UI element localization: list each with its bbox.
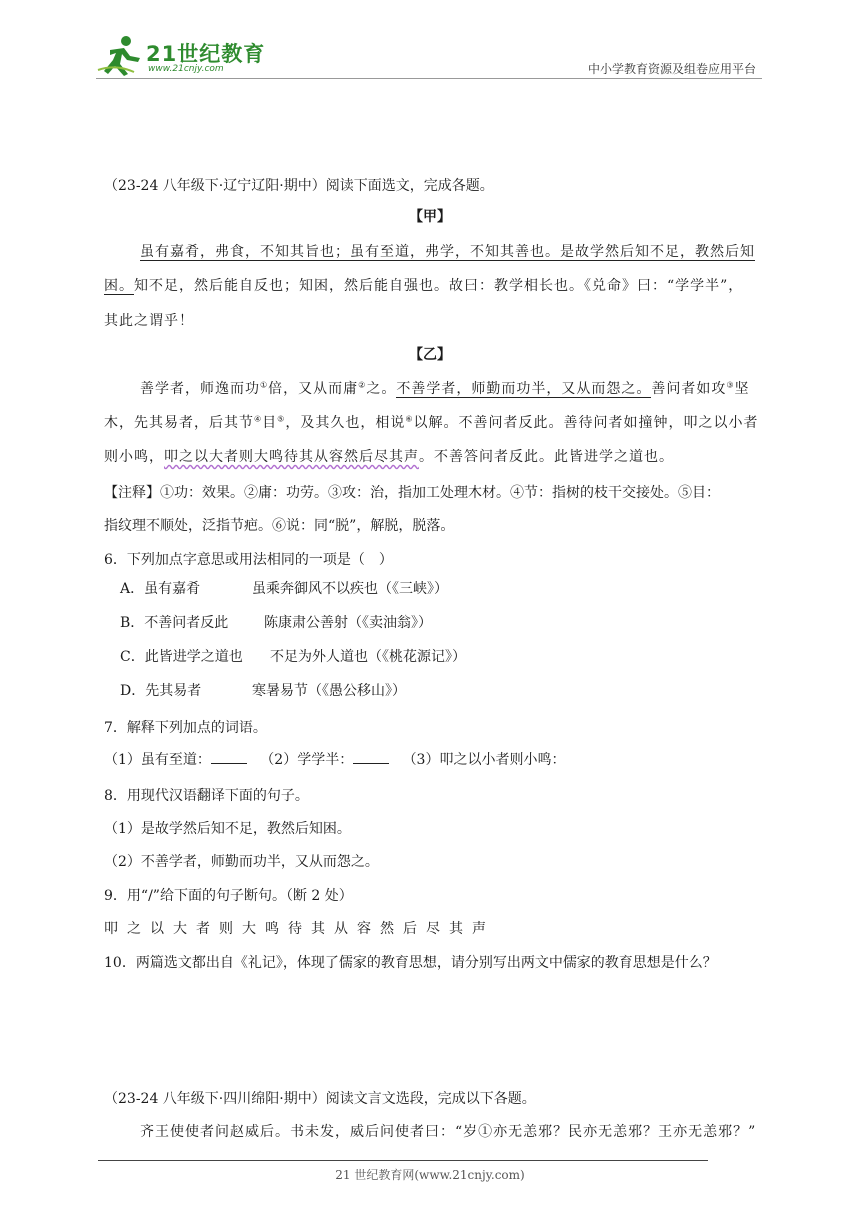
note-marker: ⑤ [277, 414, 286, 424]
yi-text: 之。 [366, 381, 397, 397]
q7-part-2: （2）学学半： [260, 752, 354, 768]
option-left: C．此皆进学之道也 [120, 649, 243, 665]
jia-underlined-1: 虽有嘉肴，弗食，不知其旨也；虽有至道，弗学，不知其善也。是故学然后知不足，教然后知 [140, 244, 755, 260]
jia-line-3: 其此之谓乎！ [104, 313, 194, 329]
yi-text: 。不善答问者反此。此皆进学之道也。 [419, 449, 674, 465]
yi-line-1 [140, 378, 750, 398]
logo-text: 21世纪教育 [146, 42, 266, 66]
answer-blank[interactable] [353, 751, 389, 764]
option-left: A．虽有嘉肴 [120, 581, 201, 597]
q7-stem: 7．解释下列加点的词语。 [104, 720, 267, 736]
q6-option-b-ref: 陈康肃公善射（《卖油翁》） [264, 615, 432, 631]
yi-text: 善学者，师逸而功 [140, 381, 260, 397]
section1-intro: （23-24 八年级下·辽宁辽阳·期中）阅读下面选文，完成各题。 [104, 178, 494, 194]
runner-logo-icon [96, 34, 144, 78]
yi-wavy-underlined: 叩之以大者则大鸣待其从容然后尽其声 [164, 449, 419, 465]
yi-underlined: 不善学者，师勤而功半，又从而怨之。 [396, 381, 652, 397]
platform-title: 中小学教育资源及组卷应用平台 [587, 62, 756, 76]
logo-url: www.21cnjy.com [148, 64, 224, 74]
yi-line-2 [104, 412, 759, 432]
yi-text: 以解。不善问者反此。善待问者如撞钟，叩之以小者 [413, 415, 759, 431]
yi-text: ，及其久也，相说 [285, 415, 406, 431]
note-marker: ⑥ [405, 414, 414, 424]
note-marker: ④ [254, 414, 263, 424]
logo[interactable] [96, 34, 266, 78]
jia-text-2: 知不足，然后能自反也；知困，然后能自强也。故曰：教学相长也。《兑命》曰：“学学半”， [134, 278, 744, 294]
note-marker: ① [260, 380, 269, 390]
section2-intro: （23-24 八年级下·四川绵阳·期中）阅读文言文选段，完成以下各题。 [104, 1091, 536, 1107]
jia-title: 【甲】 [409, 209, 451, 225]
q9-stem: 9．用“/”给下面的句子断句。（断 2 处） [104, 888, 353, 904]
yi-title: 【乙】 [409, 347, 451, 363]
q10-stem: 10．两篇选文都出自《礼记》，体现了儒家的教育思想，请分别写出两文中儒家的教育思想是什么？ [104, 955, 717, 971]
q6-option-a-ref: 虽乘奔御风不以疾也（《三峡》） [252, 581, 448, 597]
q6-option-b[interactable] [120, 612, 228, 632]
footer-divider [98, 1160, 708, 1161]
yi-text: 则小鸣， [104, 449, 164, 465]
yi-text: 坚 [734, 381, 750, 397]
q6-option-a[interactable] [120, 578, 200, 598]
jia-line-1 [140, 241, 755, 261]
q8-stem: 8．用现代汉语翻译下面的句子。 [104, 788, 309, 804]
notes-line-2: 指纹理不顺处，泛指节疤。⑥说：同“脱”，解脱，脱落。 [104, 518, 455, 534]
page-header [96, 34, 762, 80]
q8-sentence-1: （1）是故学然后知不足，教然后知困。 [104, 821, 351, 837]
yi-text: 善问者如攻 [651, 381, 727, 397]
footer-text[interactable]: 21 世纪教育网(www.21cnjy.com) [335, 1168, 525, 1182]
notes-line-1: 【注释】①功：效果。②庸：功劳。③攻：治，指加工处理木材。④节：指树的枝干交接处。⑤目： [104, 485, 720, 501]
header-divider [96, 78, 762, 79]
q7-part-3: （3）叩之以小者则小鸣： [402, 752, 566, 768]
q6-option-c[interactable] [120, 646, 243, 666]
q9-sentence: 叩之以大者则大鸣待其从容然后尽其声 [104, 921, 495, 937]
section2-line-1: 齐王使使者问赵威后。书未发，威后问使者曰：“岁①亦无恙邪？民亦无恙邪？王亦无恙邪？” [140, 1124, 757, 1140]
q8-sentence-2: （2）不善学者，师勤而功半，又从而怨之。 [104, 854, 379, 870]
answer-blank[interactable] [211, 751, 247, 764]
yi-text: 木，先其易者，后其节 [104, 415, 254, 431]
q6-option-d[interactable] [120, 680, 201, 700]
q6-option-c-ref: 不足为外人道也（《桃花源记》） [270, 649, 466, 665]
yi-text: 目 [262, 415, 278, 431]
option-left: B．不善问者反此 [120, 615, 229, 631]
note-marker: ② [358, 380, 367, 390]
yi-line-3 [104, 446, 674, 466]
q6-option-d-ref: 寒暑易节（《愚公移山》） [252, 683, 406, 699]
q6-stem: 6．下列加点字意思或用法相同的一项是（ ） [104, 552, 393, 568]
q7-part-1: （1）虽有至道： [104, 752, 211, 768]
yi-text: 倍，又从而庸 [268, 381, 359, 397]
option-left: D．先其易者 [120, 683, 202, 699]
jia-underlined-2: 困。 [104, 278, 134, 294]
q7-parts [104, 749, 565, 769]
note-marker: ③ [726, 380, 735, 390]
jia-line-2 [104, 275, 743, 295]
